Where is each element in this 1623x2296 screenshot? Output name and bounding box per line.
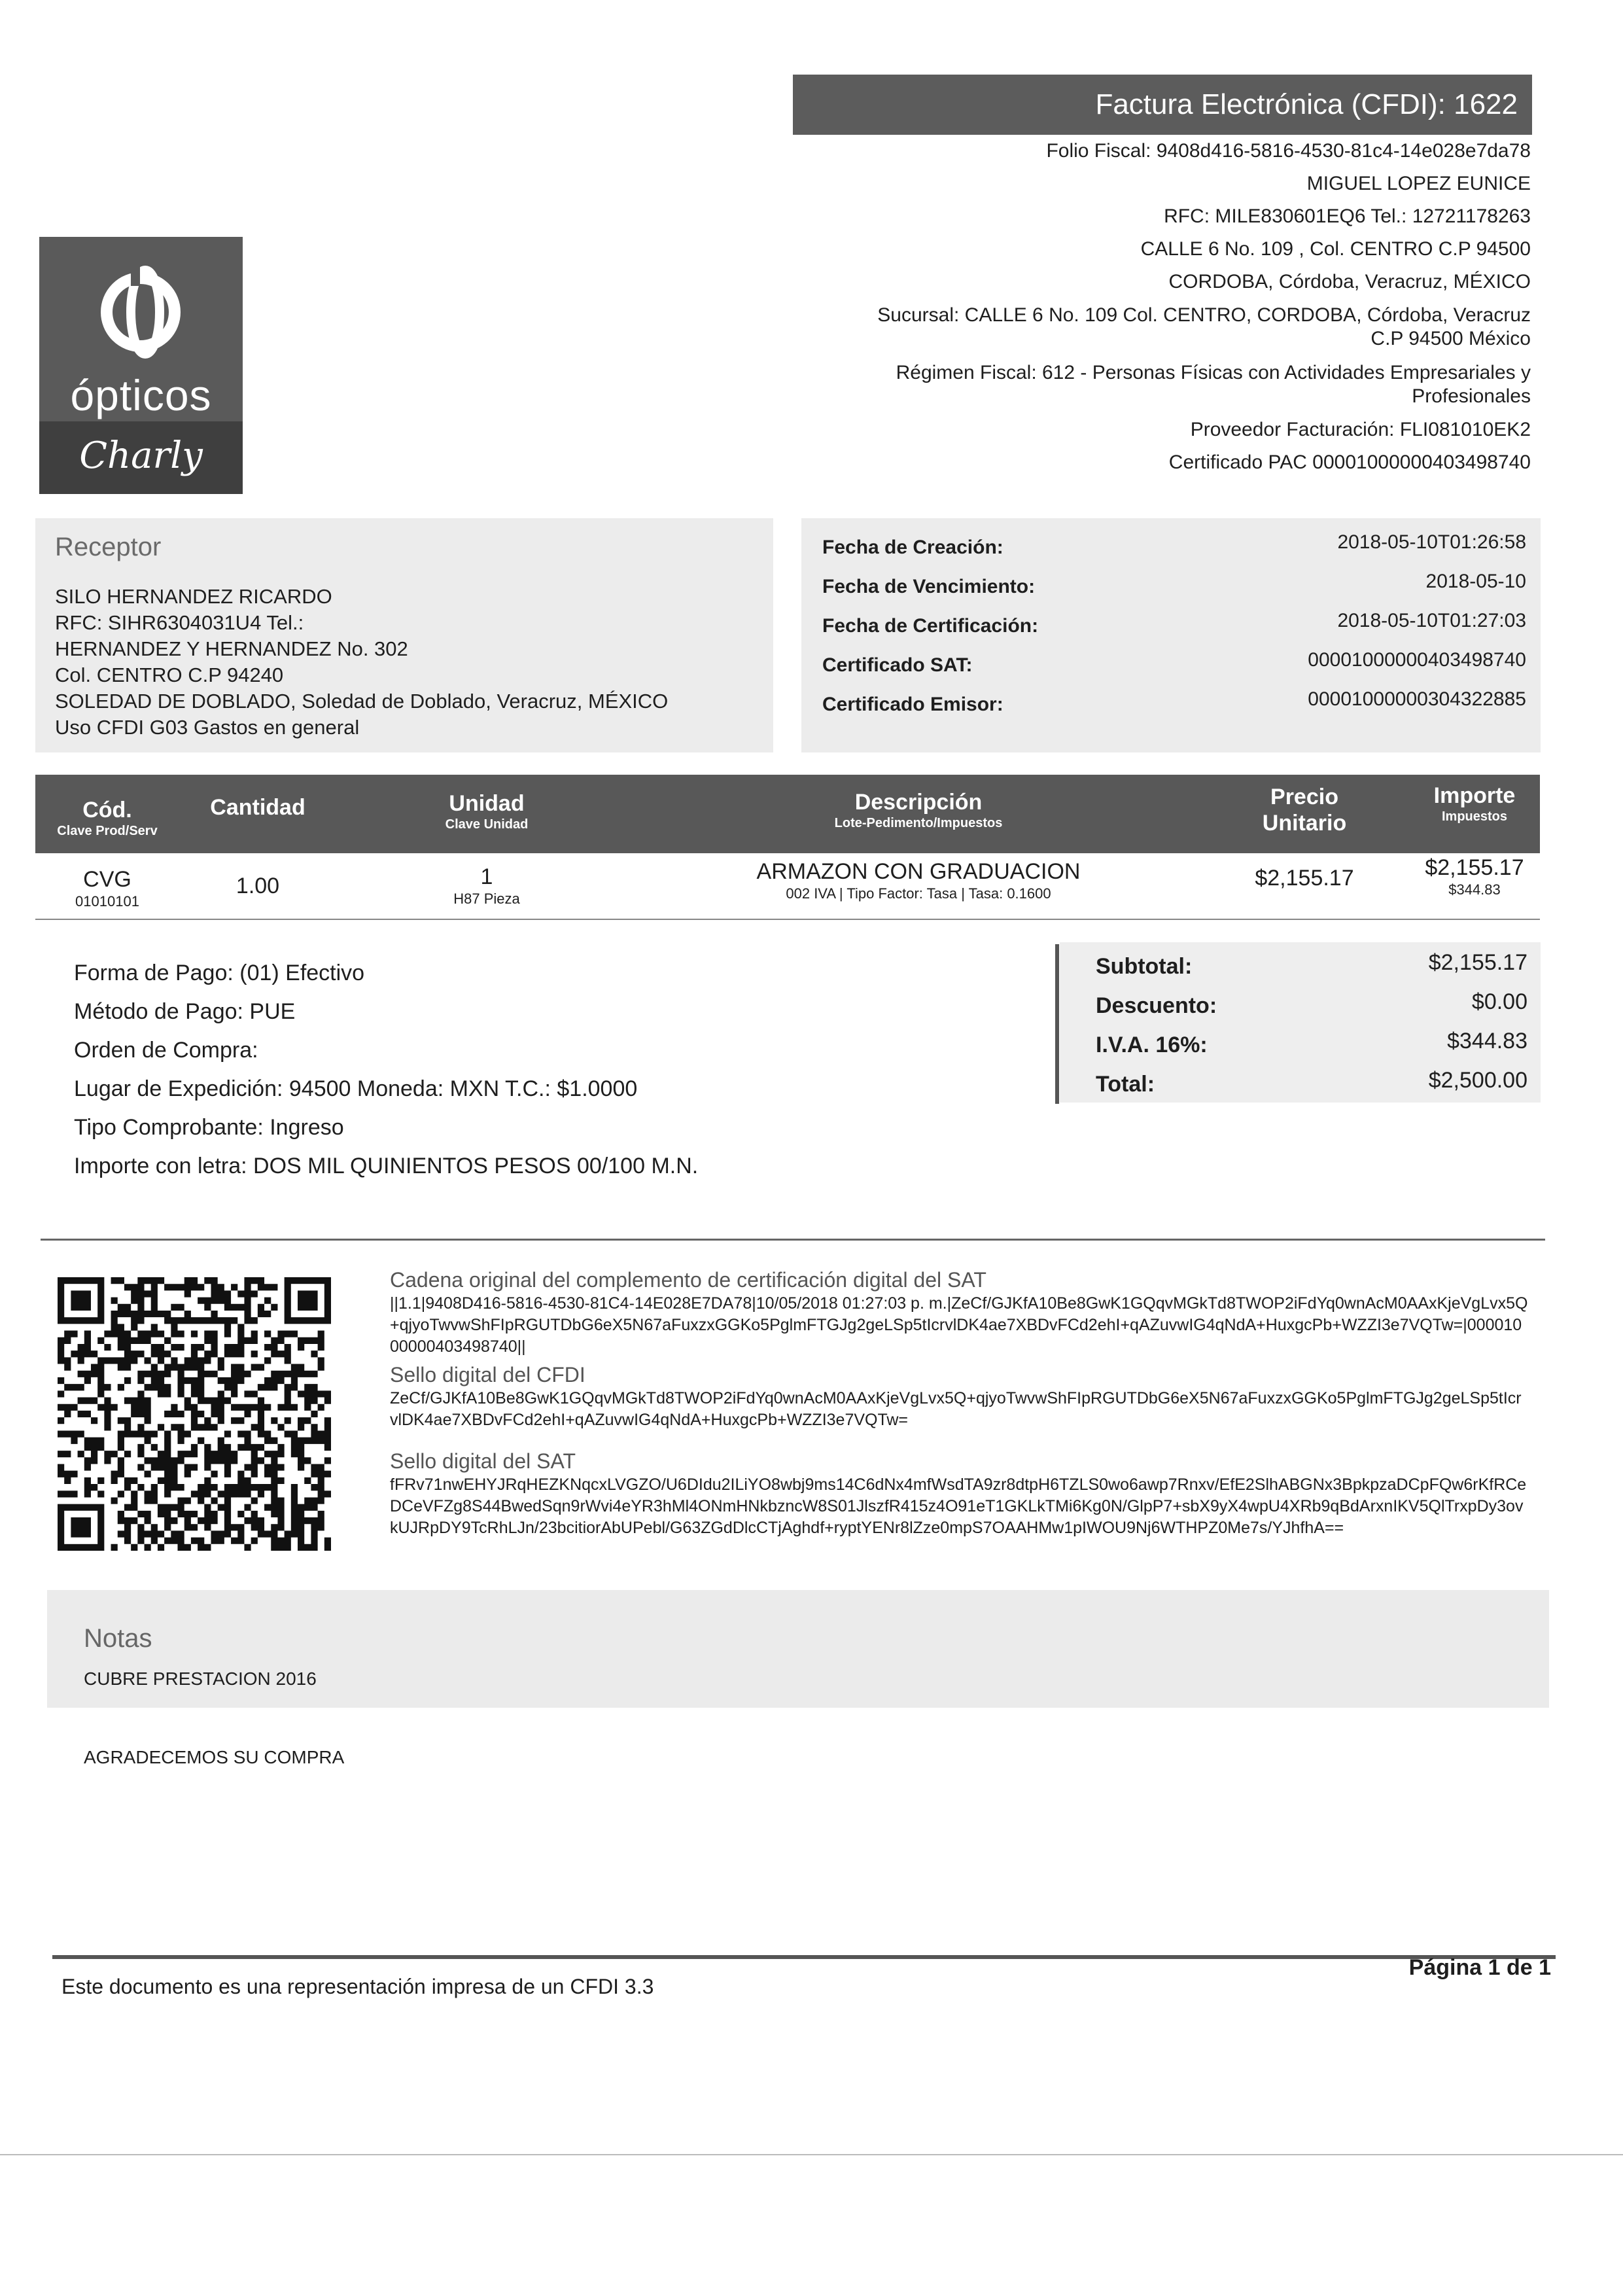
- column-title: Cantidad: [210, 795, 305, 820]
- fecha-certificacion-row: [822, 606, 1526, 645]
- item-clave: 01010101: [75, 893, 139, 910]
- certificado-sat-row: [822, 645, 1526, 684]
- total-label: I.V.A. 16%:: [1096, 1033, 1208, 1057]
- proveedor-facturacion: Proveedor Facturación: FLI081010EK2: [1190, 419, 1531, 440]
- descuento-row: [1096, 984, 1527, 1023]
- item-amount-taxes: $344.83: [1448, 881, 1501, 898]
- item-code: CVG: [83, 867, 131, 892]
- fecha-label: Fecha de Vencimiento:: [822, 576, 1036, 597]
- total-label: Descuento:: [1096, 993, 1217, 1018]
- metodo-de-pago: Método de Pago: PUE: [74, 999, 296, 1024]
- fecha-value: 2018-05-10T01:26:58: [1337, 531, 1526, 553]
- payment-info: [74, 954, 698, 1186]
- cell-precio: [1239, 865, 1370, 891]
- closing-message: AGRADECEMOS SU COMPRA: [84, 1747, 345, 1767]
- receptor-line: Col. CENTRO C.P 94240: [55, 663, 284, 686]
- qr-code-icon: [58, 1277, 331, 1551]
- totals-accent-bar: [1055, 944, 1059, 1104]
- column-subtitle: Clave Unidad: [445, 817, 529, 832]
- invoice-title: Factura Electrónica (CFDI): 1622: [793, 75, 1532, 135]
- sucursal: [746, 298, 1531, 356]
- cell-descripcion: [689, 858, 1147, 903]
- iva-row: [1096, 1023, 1527, 1063]
- lugar-de-expedicion: Lugar de Expedición: 94500 Moneda: MXN T.C.: $1.0000: [74, 1076, 638, 1101]
- fecha-label: Fecha de Creación:: [822, 537, 1003, 558]
- forma-de-pago: Forma de Pago: (01) Efectivo: [74, 961, 365, 985]
- sello-sat: fFRv71nwEHYJRqHEZKNqcxLVGZO/U6DIdu2ILiYO8wbj9ms14C6dNx4mfWsdTA9zr8dtpH6TZLS0wo6awp7Rnxv/EfE2SlhABGNx3BpkpzaDCpFQw6rKfRCeDCeVFZg8S44BwedSqn9rWvi4eYR3hMl4ONmHNkbzncW8S01JlszfR415z4O91eT1GKLkTMi6Kg0N/GlpP7+sbX9yX4wpU4XRb9qBdArxnIKV5QlTrxpDy3ovkUJRpDY9TcRhLJn/23bcitiorAbUPebl/G63ZGdDlcCTjAghdf+ryptYENr8lZze0mpS7OAAHMw1pIWOU9Nj6WTHPZ0Me7s/YJhfhA==: [390, 1475, 1527, 1537]
- total-label: Subtotal:: [1096, 954, 1193, 979]
- item-clave-unidad: H87 Pieza: [453, 891, 520, 907]
- folio-fiscal: Folio Fiscal: 9408d416-5816-4530-81c4-14e028e7da78: [1046, 140, 1531, 162]
- subtotal-row: [1096, 945, 1527, 984]
- item-unit-price: $2,155.17: [1255, 866, 1354, 891]
- cadena-heading: Cadena original del complemento de certificación digital del SAT: [390, 1268, 986, 1292]
- column-subtitle: Impuestos: [1441, 809, 1508, 824]
- grand-total-row: [1096, 1063, 1527, 1102]
- fecha-label: Fecha de Certificación:: [822, 615, 1039, 637]
- scan-edge-line: [0, 2154, 1623, 2155]
- company-logo: [39, 237, 243, 494]
- column-header-cod: [35, 775, 179, 853]
- tipo-comprobante: Tipo Comprobante: Ingreso: [74, 1115, 344, 1140]
- emisor-info: [746, 135, 1531, 479]
- receptor-line: HERNANDEZ Y HERNANDEZ No. 302: [55, 637, 408, 660]
- fecha-value: 2018-05-10T01:27:03: [1337, 610, 1526, 631]
- fecha-label: Certificado SAT:: [822, 654, 973, 676]
- receptor-line: RFC: SIHR6304031U4 Tel.:: [55, 611, 304, 634]
- fecha-value: 00001000000403498740: [1308, 649, 1526, 671]
- item-amount: $2,155.17: [1425, 855, 1524, 880]
- sello-cfdi: ZeCf/GJKfA10Be8GwK1GQqvMGkTd8TWOP2iFdYq0wnAcM0AAxKjeVgLvx5Q+qjyoTwvwShFIpRGUTDbG6eX5N67aFuxzxGGKo5PglmFTGJg2geLSp5tIcrvlDK4ae7XBDvFCd2ehI+qAZuvwIG4qNdA+HuxgcPb+WZZI3e7VQTw=: [390, 1389, 1522, 1429]
- column-title: Descripción: [854, 790, 983, 815]
- footer-note: Este documento es una representación impresa de un CFDI 3.3: [61, 1975, 654, 1998]
- certificado-pac: Certificado PAC 00001000000403498740: [1168, 451, 1531, 473]
- receptor-heading: Receptor: [55, 533, 162, 561]
- sucursal-line-1: Sucursal: CALLE 6 No. 109 Col. CENTRO, CORDOBA, Córdoba, Veracruz: [877, 304, 1531, 326]
- fecha-vencimiento-row: [822, 567, 1526, 606]
- fecha-value: 00001000000304322885: [1308, 688, 1526, 710]
- fecha-label: Certificado Emisor:: [822, 694, 1003, 715]
- column-header-descripcion: [722, 775, 1115, 853]
- receptor-line: SOLEDAD DE DOBLADO, Soledad de Doblado, Veracruz, MÉXICO: [55, 690, 669, 713]
- sello-cfdi-heading: Sello digital del CFDI: [390, 1363, 585, 1386]
- cell-importe: [1409, 855, 1540, 899]
- orden-de-compra: Orden de Compra:: [74, 1038, 258, 1063]
- logo-wordmark: ópticos: [70, 371, 212, 419]
- column-header-precio: [1239, 775, 1370, 853]
- column-header-importe: [1409, 775, 1540, 853]
- column-title: Importe: [1433, 783, 1516, 808]
- importe-con-letra: Importe con letra: DOS MIL QUINIENTOS PESOS 00/100 M.N.: [74, 1154, 699, 1178]
- cell-unidad: [382, 864, 591, 908]
- item-description: ARMAZON CON GRADUACION: [756, 859, 1081, 884]
- notas-panel: [47, 1590, 1549, 1708]
- logo-script: Charly: [79, 434, 203, 477]
- column-title: Precio: [1270, 785, 1338, 809]
- logo-mark-icon: [39, 250, 243, 381]
- item-taxes: 002 IVA | Tipo Factor: Tasa | Tasa: 0.1600: [786, 885, 1051, 902]
- table-row: [35, 853, 1540, 920]
- footer-divider: [52, 1955, 1556, 1959]
- notas-text: CUBRE PRESTACION 2016: [84, 1669, 317, 1689]
- item-unit: 1: [480, 864, 493, 889]
- cell-cantidad: [179, 873, 336, 899]
- emisor-address: CALLE 6 No. 109 , Col. CENTRO C.P 94500: [1140, 238, 1531, 260]
- fecha-value: 2018-05-10: [1425, 571, 1526, 592]
- receptor-line: Uso CFDI G03 Gastos en general: [55, 716, 360, 739]
- emisor-rfc: RFC: MILE830601EQ6 Tel.: 12721178263: [1164, 205, 1531, 227]
- cadena-original: ||1.1|9408D416-5816-4530-81C4-14E028E7DA78|10/05/2018 01:27:03 p. m.|ZeCf/GJKfA10Be8GwK1GQqvMGkTd8TWOP2iFdYq0wnAcM0AAxKjeVgLvx5Q+qjyoTwvwShFIpRGUTDbG6eX5N67aFuxzxGGKo5PglmFTGJg2geLSp5tIcrvlDK4ae7XBDvFCd2ehI+qAZuvwIG4qNdA+HuxgcPb+WZZI3e7VQTw=|00001000000403498740||: [390, 1294, 1528, 1356]
- emisor-name: MIGUEL LOPEZ EUNICE: [1306, 173, 1531, 194]
- sucursal-line-2: C.P 94500 México: [1370, 328, 1531, 349]
- regimen-line-1: Régimen Fiscal: 612 - Personas Físicas con Actividades Empresariales y: [896, 362, 1531, 383]
- fecha-creacion-row: [822, 527, 1526, 567]
- total-value: $2,500.00: [1428, 1068, 1527, 1093]
- column-subtitle: Clave Prod/Serv: [57, 824, 158, 838]
- regimen-line-2: Profesionales: [1412, 385, 1531, 407]
- items-table-header: [35, 775, 1540, 853]
- sello-sat-heading: Sello digital del SAT: [390, 1449, 576, 1473]
- total-label: Total:: [1096, 1072, 1155, 1097]
- cell-cod: [35, 866, 179, 911]
- column-title: Cód.: [82, 798, 132, 822]
- column-subtitle: Unitario: [1262, 811, 1347, 836]
- total-value: $2,155.17: [1428, 950, 1527, 975]
- total-value: $344.83: [1447, 1029, 1527, 1053]
- emisor-city: CORDOBA, Córdoba, Veracruz, MÉXICO: [1168, 271, 1531, 292]
- column-subtitle: Lote-Pedimento/Impuestos: [834, 816, 1003, 830]
- column-header-cantidad: [179, 775, 336, 853]
- receptor-line: SILO HERNANDEZ RICARDO: [55, 585, 332, 608]
- page-number: Página 1 de 1: [1408, 1955, 1551, 1980]
- receptor-panel: [35, 518, 773, 752]
- item-quantity: 1.00: [236, 874, 280, 898]
- certificado-emisor-row: [822, 684, 1526, 724]
- fechas-panel: [801, 518, 1541, 752]
- section-divider: [41, 1239, 1545, 1241]
- column-header-unidad: [382, 775, 591, 853]
- total-value: $0.00: [1471, 989, 1527, 1014]
- totals-panel: [1060, 942, 1541, 1103]
- column-title: Unidad: [449, 791, 525, 816]
- digital-stamps: [390, 1263, 1528, 1539]
- regimen-fiscal: [746, 356, 1531, 414]
- notas-heading: Notas: [84, 1624, 152, 1653]
